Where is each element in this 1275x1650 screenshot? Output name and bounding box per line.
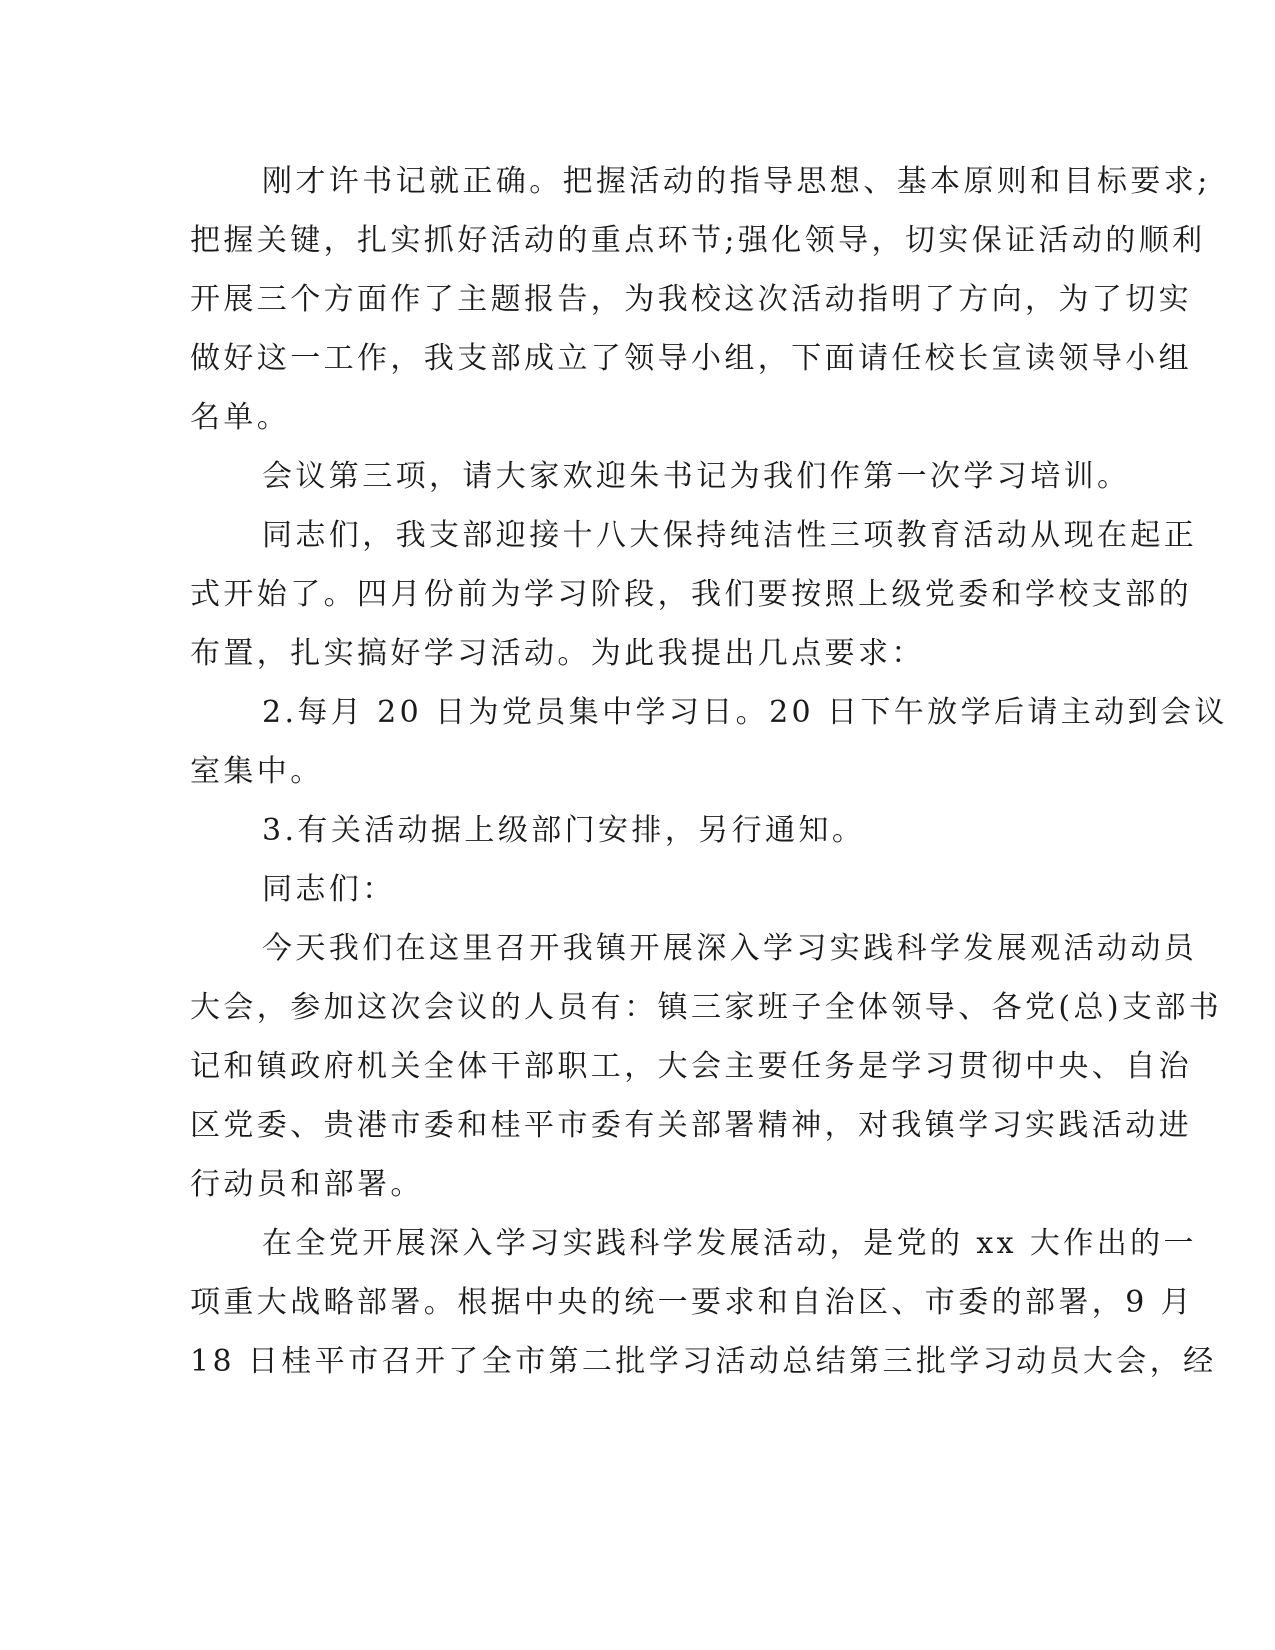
text-line: 2.每月 20 日为党员集中学习日。20 日下午放学后请主动到会议: [262, 695, 1228, 730]
text-line: 记和镇政府机关全体干部职工，大会主要任务是学习贯彻中央、自治: [190, 1049, 1192, 1084]
text-line: 同志们，我支部迎接十八大保持纯洁性三项教育活动从现在起正: [262, 518, 1198, 553]
text-line: 区党委、贵港市委和桂平市委有关部署精神，对我镇学习实践活动进: [190, 1108, 1192, 1143]
text-line: 名单。: [190, 400, 291, 435]
text-line: 把握关键，扎实抓好活动的重点环节;强化领导，切实保证活动的顺利: [190, 223, 1206, 258]
text-line: 刚才许书记就正确。把握活动的指导思想、基本原则和目标要求;: [262, 164, 1211, 199]
text-line: 项重大战略部署。根据中央的统一要求和自治区、市委的部署，9 月: [190, 1285, 1195, 1320]
text-line: 布置，扎实搞好学习活动。为此我提出几点要求：: [190, 636, 925, 671]
text-line: 会议第三项，请大家欢迎朱书记为我们作第一次学习培训。: [262, 459, 1131, 494]
text-line: 开展三个方面作了主题报告，为我校这次活动指明了方向，为了切实: [190, 282, 1192, 317]
text-line: 3.有关活动据上级部门安排，另行通知。: [262, 813, 866, 848]
text-line: 行动员和部署。: [190, 1167, 424, 1202]
text-line: 室集中。: [190, 754, 324, 789]
text-line: 做好这一工作，我支部成立了领导小组，下面请任校长宣读领导小组: [190, 341, 1192, 376]
text-line: 今天我们在这里召开我镇开展深入学习实践科学发展观活动动员: [262, 931, 1198, 966]
text-line: 式开始了。四月份前为学习阶段，我们要按照上级党委和学校支部的: [190, 577, 1192, 612]
text-line: 大会，参加这次会议的人员有：镇三家班子全体领导、各党(总)支部书: [190, 990, 1223, 1025]
text-line: 18 日桂平市召开了全市第二批学习活动总结第三批学习动员大会，经: [190, 1344, 1217, 1379]
text-line: 在全党开展深入学习实践科学发展活动，是党的 xx 大作出的一: [262, 1226, 1197, 1261]
text-line: 同志们：: [262, 872, 396, 907]
